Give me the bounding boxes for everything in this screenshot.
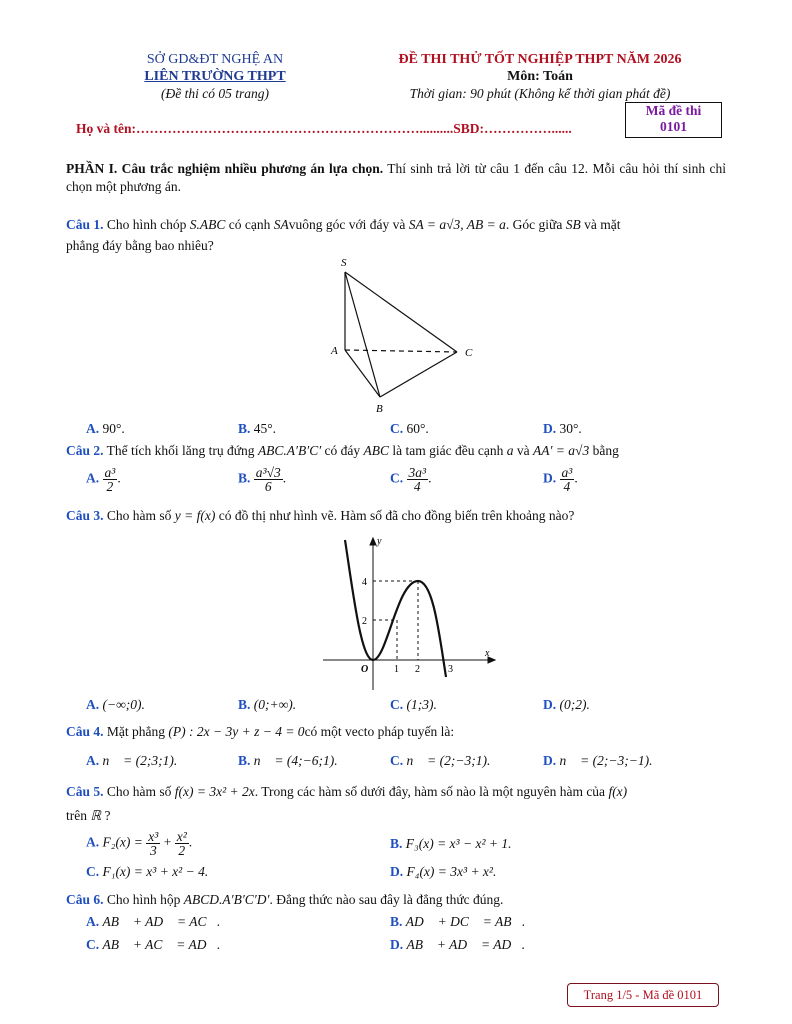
page-footer: Trang 1/5 - Mã đề 0101	[567, 983, 719, 1007]
edge-SB	[345, 272, 380, 397]
q6-option-b[interactable]	[390, 914, 525, 930]
pyramid-figure	[325, 252, 485, 417]
q4-text: Mặt phẳng	[103, 724, 169, 739]
option-label: D.	[543, 470, 557, 486]
question-6-label: Câu 6.	[66, 892, 104, 907]
q6-option-a[interactable]	[86, 914, 220, 930]
q1-text: . Góc giữa	[505, 217, 566, 232]
q1-text: và mặt	[580, 217, 621, 232]
q2-math: ABC	[363, 443, 390, 458]
option-tail: .	[574, 470, 578, 486]
option-label: B.	[390, 914, 403, 929]
option-value: AB⃗ + AC⃗ = AD⃗.	[102, 937, 221, 952]
question-4-label: Câu 4.	[66, 724, 104, 739]
option-label: D.	[543, 753, 557, 768]
numerator: a³√3	[255, 465, 281, 480]
cubic-curve	[345, 540, 446, 677]
option-label: D.	[390, 864, 404, 879]
vertex-S: S	[341, 257, 347, 269]
q2-math: ABC.A′B′C′	[257, 443, 322, 458]
numerator: x²	[176, 829, 187, 844]
option-value: F₄(x) = 3x³ + x².	[406, 864, 497, 879]
option-tail: .	[188, 834, 193, 850]
q6-text: . Đẳng thức nào sau đây là đẳng thức đúng.	[269, 892, 504, 907]
option-label: A.	[86, 914, 100, 929]
q6-text: Cho hình hộp	[103, 892, 184, 907]
denominator: 3	[149, 843, 157, 858]
question-5	[66, 780, 728, 828]
exam-title: ĐỀ THI THỬ TỐT NGHIỆP THPT NĂM 2026	[398, 52, 682, 67]
denominator: 2	[106, 479, 114, 494]
denominator: 4	[413, 479, 421, 494]
fraction	[175, 830, 189, 857]
q3-option-a[interactable]	[86, 697, 145, 713]
option-value: n⃗ = (4;−6;1).	[253, 753, 338, 768]
question-5-label: Câu 5.	[66, 784, 104, 799]
y-tick-4: 4	[362, 577, 367, 588]
department-name: SỞ GD&ĐT NGHỆ AN	[146, 52, 284, 67]
denominator: 6	[264, 479, 272, 494]
function-graph	[315, 532, 505, 692]
option-label: B.	[238, 697, 251, 712]
question-3	[66, 508, 728, 524]
q2-text: Thể tích khối lăng trụ đứng	[103, 443, 258, 458]
option-value: (0;2).	[559, 697, 590, 712]
q3-math: y = f(x)	[174, 508, 216, 523]
edge-AC	[345, 350, 457, 352]
option-value: F₁(x) = x³ + x² − 4.	[102, 864, 209, 879]
pages-note: (Đề thi có 05 trang)	[161, 86, 269, 101]
q2-math: AA′ = a√3	[532, 443, 590, 458]
option-label: C.	[390, 697, 404, 712]
q4-option-d[interactable]	[543, 753, 652, 769]
q2-option-d[interactable]	[543, 466, 578, 493]
option-label: D.	[543, 421, 557, 436]
option-value: (0;+∞).	[253, 697, 297, 712]
q1-text: Cho hình chóp	[103, 217, 190, 232]
q5-option-a[interactable]	[86, 830, 192, 857]
q5-text: . Trong các hàm số dưới đây, hàm số nào là một nguyên hàm của	[254, 784, 609, 799]
option-label: C.	[390, 421, 404, 436]
x-tick-2: 2	[415, 664, 420, 675]
option-label: A.	[86, 753, 100, 768]
q6-math: ABCD.A′B′C′D′	[183, 892, 270, 907]
school-name: LIÊN TRƯỜNG THPT	[144, 69, 286, 84]
fraction	[146, 830, 160, 857]
exam-code-label: Mã đề thi	[645, 103, 702, 118]
edge-SC	[345, 272, 457, 352]
option-label: B.	[238, 753, 251, 768]
option-value: AD⃗ + DC⃗ = AB⃗.	[405, 914, 526, 929]
exam-code-box	[625, 102, 722, 138]
question-6	[66, 892, 728, 908]
option-label: B.	[238, 421, 251, 436]
q3-option-c[interactable]	[390, 697, 437, 713]
vertex-C: C	[465, 347, 473, 359]
q3-option-b[interactable]	[238, 697, 296, 713]
option-value: 45°.	[253, 421, 277, 436]
question-4	[66, 724, 728, 740]
plus-sign: +	[160, 834, 175, 850]
q1-line2: phẳng đáy bằng bao nhiêu?	[66, 238, 214, 253]
q1-text: có cạnh	[225, 217, 274, 232]
q2-math: a	[506, 443, 514, 458]
q5-line2: trên	[66, 808, 91, 823]
option-value: AB⃗ + AD⃗ = AC⃗.	[102, 914, 221, 929]
option-label: A.	[86, 834, 100, 850]
option-value: F₃(x) = x³ − x² + 1.	[405, 836, 512, 851]
part1-title: PHẦN I. Câu trắc nghiệm nhiều phương án lựa chọn.	[66, 161, 384, 176]
option-label: D.	[543, 697, 557, 712]
q1-option-c[interactable]	[390, 421, 429, 437]
q2-text: bằng	[589, 443, 619, 458]
vertex-A: A	[331, 345, 338, 357]
numerator: x³	[148, 829, 159, 844]
edge-AB	[345, 350, 380, 397]
option-tail: .	[117, 470, 121, 486]
y-axis-label: y	[377, 536, 382, 547]
question-1-label: Câu 1.	[66, 217, 104, 232]
q2-option-c[interactable]	[390, 466, 431, 493]
q6-option-c[interactable]	[86, 937, 220, 953]
q1-math: SA	[273, 217, 289, 232]
time-note: Thời gian: 90 phút (Không kể thời gian phát đề)	[409, 86, 671, 101]
question-3-label: Câu 3.	[66, 508, 104, 523]
option-label: C.	[390, 753, 404, 768]
q4-option-b[interactable]	[238, 753, 338, 769]
q2-text: có đáy	[321, 443, 364, 458]
q5-text: Cho hàm số	[103, 784, 175, 799]
option-value: n⃗ = (2;−3;−1).	[559, 753, 653, 768]
fraction	[254, 466, 283, 493]
q5-option-b[interactable]	[390, 836, 511, 852]
q5-line2: ?	[101, 808, 111, 823]
q1-option-b[interactable]	[238, 421, 276, 437]
fraction	[560, 465, 578, 494]
numerator: 3a³	[408, 465, 427, 480]
q2-option-a[interactable]	[86, 466, 121, 493]
option-label: D.	[390, 937, 404, 952]
exam-code-value: 0101	[660, 119, 687, 134]
fraction	[407, 465, 432, 494]
option-value: 60°.	[406, 421, 429, 436]
q2-option-b[interactable]	[238, 466, 286, 493]
option-label: A.	[86, 421, 100, 436]
q3-option-d[interactable]	[543, 697, 590, 713]
option-tail: .	[428, 470, 432, 486]
denominator: 2	[178, 843, 186, 858]
q3-text: Cho hàm số	[103, 508, 175, 523]
option-tail: .	[282, 470, 287, 486]
numerator: a³	[561, 465, 573, 480]
q6-option-d[interactable]	[390, 937, 525, 953]
x-axis-label: x	[485, 648, 490, 659]
q4-option-a[interactable]	[86, 753, 177, 769]
option-value: AB⃗ + AD⃗ = AD⃗.	[406, 937, 526, 952]
question-2-label: Câu 2.	[66, 443, 104, 458]
edge-BC	[380, 352, 457, 397]
q5-math: ℝ	[90, 808, 102, 823]
y-axis-arrow	[370, 538, 376, 545]
option-value: (−∞;0).	[102, 697, 145, 712]
q1-option-a[interactable]	[86, 421, 125, 437]
option-label: A.	[86, 697, 100, 712]
option-value: 90°.	[102, 421, 125, 436]
q5-math: f(x) = 3x² + 2x	[174, 784, 255, 799]
question-1	[66, 214, 728, 256]
option-value: n⃗ = (2;3;1).	[102, 753, 178, 768]
numerator: a³	[104, 465, 116, 480]
q2-text: và	[513, 443, 533, 458]
y-tick-2: 2	[362, 616, 367, 627]
q1-math: SB	[565, 217, 581, 232]
origin-label: O	[361, 664, 369, 675]
x-tick-3: 3	[448, 664, 453, 675]
name-field: Họ và tên:………………………………………………………..........SBD:……………......	[76, 121, 572, 136]
q4-text: có một vecto pháp tuyến là:	[304, 724, 455, 739]
option-value: F₂(x) =	[102, 834, 147, 850]
option-value: n⃗ = (2;−3;1).	[406, 753, 491, 768]
vertex-B: B	[376, 403, 383, 415]
q1-math: S.ABC	[189, 217, 226, 232]
option-label: A.	[86, 470, 100, 486]
subject: Môn: Toán	[507, 69, 573, 84]
option-value: (1;3).	[406, 697, 437, 712]
q1-text: vuông góc với đáy và	[288, 217, 409, 232]
q4-math: (P) : 2x − 3y + z − 4 = 0	[168, 724, 305, 739]
denominator: 4	[563, 479, 571, 494]
q2-text: là tam giác đều cạnh	[389, 443, 507, 458]
option-label: C.	[390, 470, 404, 486]
q3-text: có đồ thị như hình vẽ. Hàm số đã cho đồng biến trên khoảng nào?	[215, 508, 575, 523]
part1-instructions	[66, 160, 726, 196]
question-2	[66, 443, 728, 459]
option-label: B.	[238, 470, 251, 486]
fraction	[103, 465, 121, 494]
q1-option-d[interactable]	[543, 421, 582, 437]
option-label: B.	[390, 836, 403, 851]
q4-option-c[interactable]	[390, 753, 490, 769]
q5-option-d[interactable]	[390, 864, 496, 880]
option-label: C.	[86, 864, 100, 879]
q5-option-c[interactable]	[86, 864, 208, 880]
option-value: 30°.	[559, 421, 582, 436]
q5-math: f(x)	[608, 784, 628, 799]
option-label: C.	[86, 937, 100, 952]
x-tick-1: 1	[394, 664, 399, 675]
q1-math: SA = a√3, AB = a	[408, 217, 506, 232]
part1-text: Thí sinh trả lời từ câu 1 đến câu 12. Mỗi câu hỏi thí sinh chỉ chọn một phương án.	[66, 161, 726, 194]
